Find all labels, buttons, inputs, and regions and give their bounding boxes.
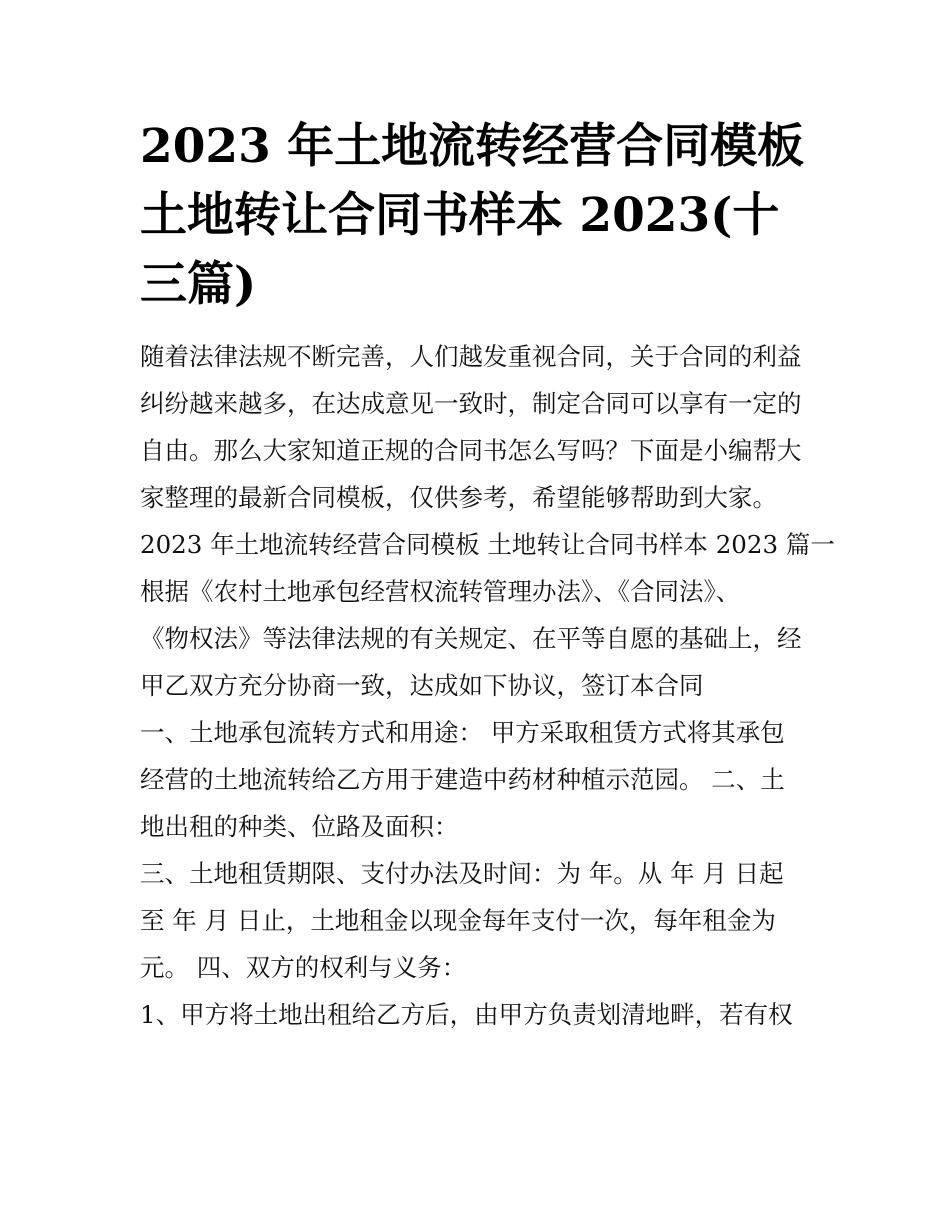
text-line: 至 年 月 日止，土地租金以现金每年支付一次，每年租金为 — [140, 906, 776, 935]
text-line: 根据《农村土地承包经营权流转管理办法》、《合同法》、 — [140, 577, 741, 606]
text-line: 《物权法》等法律法规的有关规定、在平等自愿的基础上，经 — [140, 624, 802, 653]
text-line: 三、土地租赁期限、支付办法及时间：为 年。从 年 月 日起 — [140, 859, 784, 888]
text-line: 一、土地承包流转方式和用途： 甲方采取租赁方式将其承包 — [140, 718, 785, 747]
clause-three-paragraph — [140, 850, 812, 991]
title-line: 土地转让合同书样本 2023(十 — [140, 188, 780, 243]
text-line: 地出租的种类、位路及面积： — [140, 812, 459, 841]
document-title — [140, 112, 812, 319]
preamble-paragraph — [140, 568, 812, 709]
obligation-paragraph — [140, 991, 812, 1038]
text-line: 甲乙双方充分协商一致，达成如下协议，签订本合同 — [140, 671, 704, 700]
intro-paragraph — [140, 333, 812, 521]
text-line: 纠纷越来越多，在达成意见一致时，制定合同可以享有一定的 — [140, 389, 802, 418]
text-line: 随着法律法规不断完善，人们越发重视合同，关于合同的利益 — [140, 342, 802, 371]
text-line: 1、甲方将土地出租给乙方后，由甲方负责划清地畔，若有权 — [140, 1000, 793, 1029]
text-line: 家整理的最新合同模板，仅供参考，希望能够帮助到大家。 — [140, 483, 777, 512]
clause-one-paragraph — [140, 709, 812, 850]
title-line: 三篇) — [140, 257, 257, 312]
text-line: 自由。那么大家知道正规的合同书怎么写吗？下面是小编帮大 — [140, 436, 802, 465]
document-page — [140, 112, 835, 1038]
title-line: 2023 年土地流转经营合同模板 — [140, 119, 805, 174]
section-heading — [140, 521, 835, 568]
text-line: 2023 年土地流转经营合同模板 土地转让合同书样本 2023 篇一 — [140, 530, 835, 559]
text-line: 元。 四、双方的权利与义务： — [140, 953, 467, 982]
text-line: 经营的土地流转给乙方用于建造中药材种植示范园。 二、土 — [140, 765, 785, 794]
